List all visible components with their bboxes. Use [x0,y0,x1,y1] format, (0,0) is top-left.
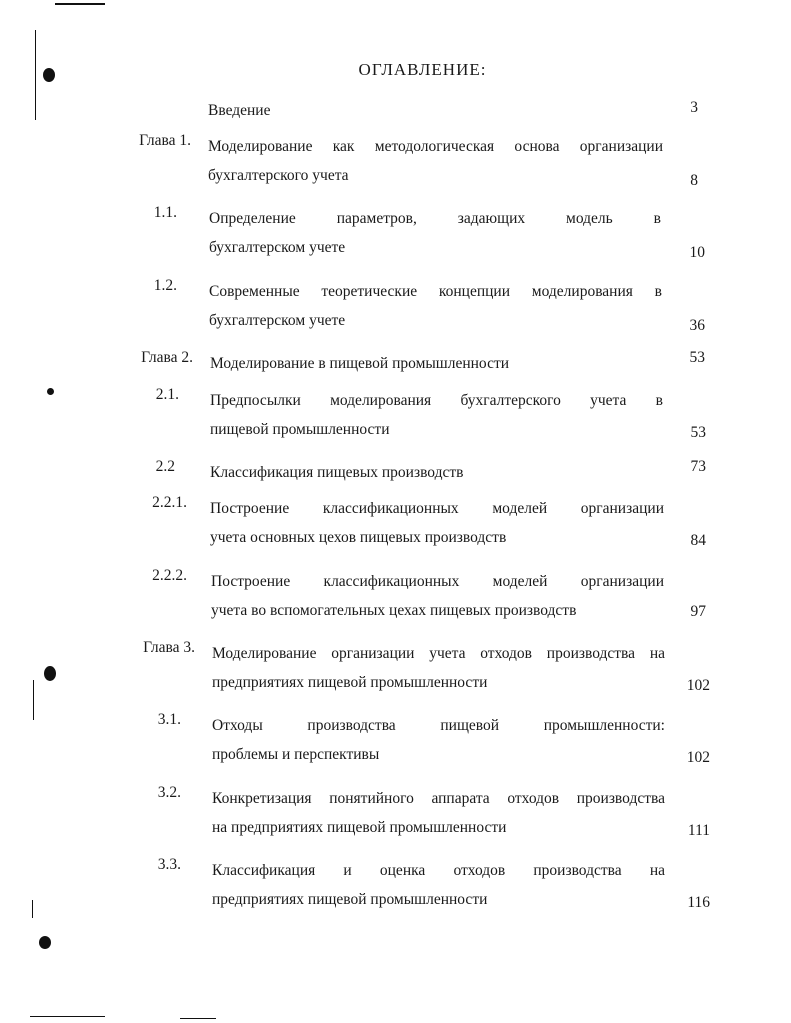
toc-title-line: Современные теоретические концепции моделирования в [209,283,662,300]
toc-title [210,494,664,552]
punch-hole-mark [39,936,51,949]
toc-title-line: бухгалтерского учета [208,167,349,184]
toc-page-number: 111 [687,822,710,839]
toc-number: 2.2.2. [152,567,187,584]
toc-title-line: учета основных цехов пищевых производств [210,529,507,546]
toc-page-number: 116 [687,894,710,911]
toc-title-line: бухгалтерском учете [209,239,346,256]
toc-page-number: 53 [690,424,706,441]
page-title: ОГЛАВЛЕНИЕ: [358,60,487,79]
toc-title-line: проблемы и перспективы [212,746,380,763]
toc-title-line: предприятиях пищевой промышленности [212,891,488,908]
toc-title [211,567,664,625]
toc-page-number: 73 [690,458,706,475]
toc-page-number: 102 [686,677,710,694]
toc-title [212,856,665,914]
toc-title-line: Моделирование организации учета отходов производства на [212,645,665,662]
toc-number: Глава 1. [139,132,191,149]
toc-title [212,639,665,697]
toc-number: 2.2 [155,458,175,475]
scan-edge-bottom [180,1018,216,1019]
toc-page-number: 3 [690,99,698,116]
toc-title [212,711,665,769]
toc-title-line: пищевой промышленности [210,421,390,438]
toc-page-number: 8 [690,172,698,189]
toc-number: 2.2.1. [152,494,187,511]
toc-title-line: Классификация пищевых производств [210,464,464,481]
toc-title [212,784,665,842]
toc-page-number: 10 [689,244,705,261]
toc-title-line: бухгалтерском учете [209,312,346,329]
toc-title-line: Предпосылки моделирования бухгалтерского учета в [210,392,663,409]
scan-edge-left [32,900,33,918]
toc-number: Глава 2. [141,349,193,366]
scan-edge-top [55,3,105,5]
toc-title [210,458,663,487]
toc-number: 1.1. [153,204,177,221]
toc-title-line: Моделирование в пищевой промышленности [210,355,510,372]
toc-title-line: Введение [208,102,271,119]
toc-page-number: 53 [689,349,705,366]
toc-title-line: предприятиях пищевой промышленности [212,674,488,691]
toc-title-line: Построение классификационных моделей организации [210,500,664,517]
toc-page-number: 36 [689,317,705,334]
toc-title-line: Конкретизация понятийного аппарата отходов производства [212,790,665,807]
toc-title [210,386,663,444]
toc-number: 1.2. [153,277,177,294]
toc-title-line: Определение параметров, задающих модель в [209,210,661,227]
toc-title-line: на предприятиях пищевой промышленности [212,819,507,836]
toc-title-line: Построение классификационных моделей организации [211,573,664,590]
toc-number: 3.1. [157,711,181,728]
toc-page-number: 102 [686,749,710,766]
toc-title [210,349,662,378]
toc-title [208,132,663,190]
toc-title-line: учета во вспомогательных цехах пищевых производств [211,602,577,619]
toc-number: 3.3. [157,856,181,873]
punch-hole-mark [44,666,56,681]
toc-page-number: 84 [690,532,706,549]
toc-page-number: 97 [690,603,706,620]
toc-title-line: Отходы производства пищевой промышленности: [212,717,665,734]
scan-edge-bottom [30,1016,105,1017]
toc-title-line: Классификация и оценка отходов производства на [212,862,665,879]
toc-title [208,96,663,125]
toc-title [209,204,661,262]
toc-number: 2.1. [155,386,179,403]
toc-title-line: Моделирование как методологическая основа организации [208,138,663,155]
toc-title [209,277,662,335]
toc-number: Глава 3. [143,639,195,656]
toc-number: 3.2. [157,784,181,801]
